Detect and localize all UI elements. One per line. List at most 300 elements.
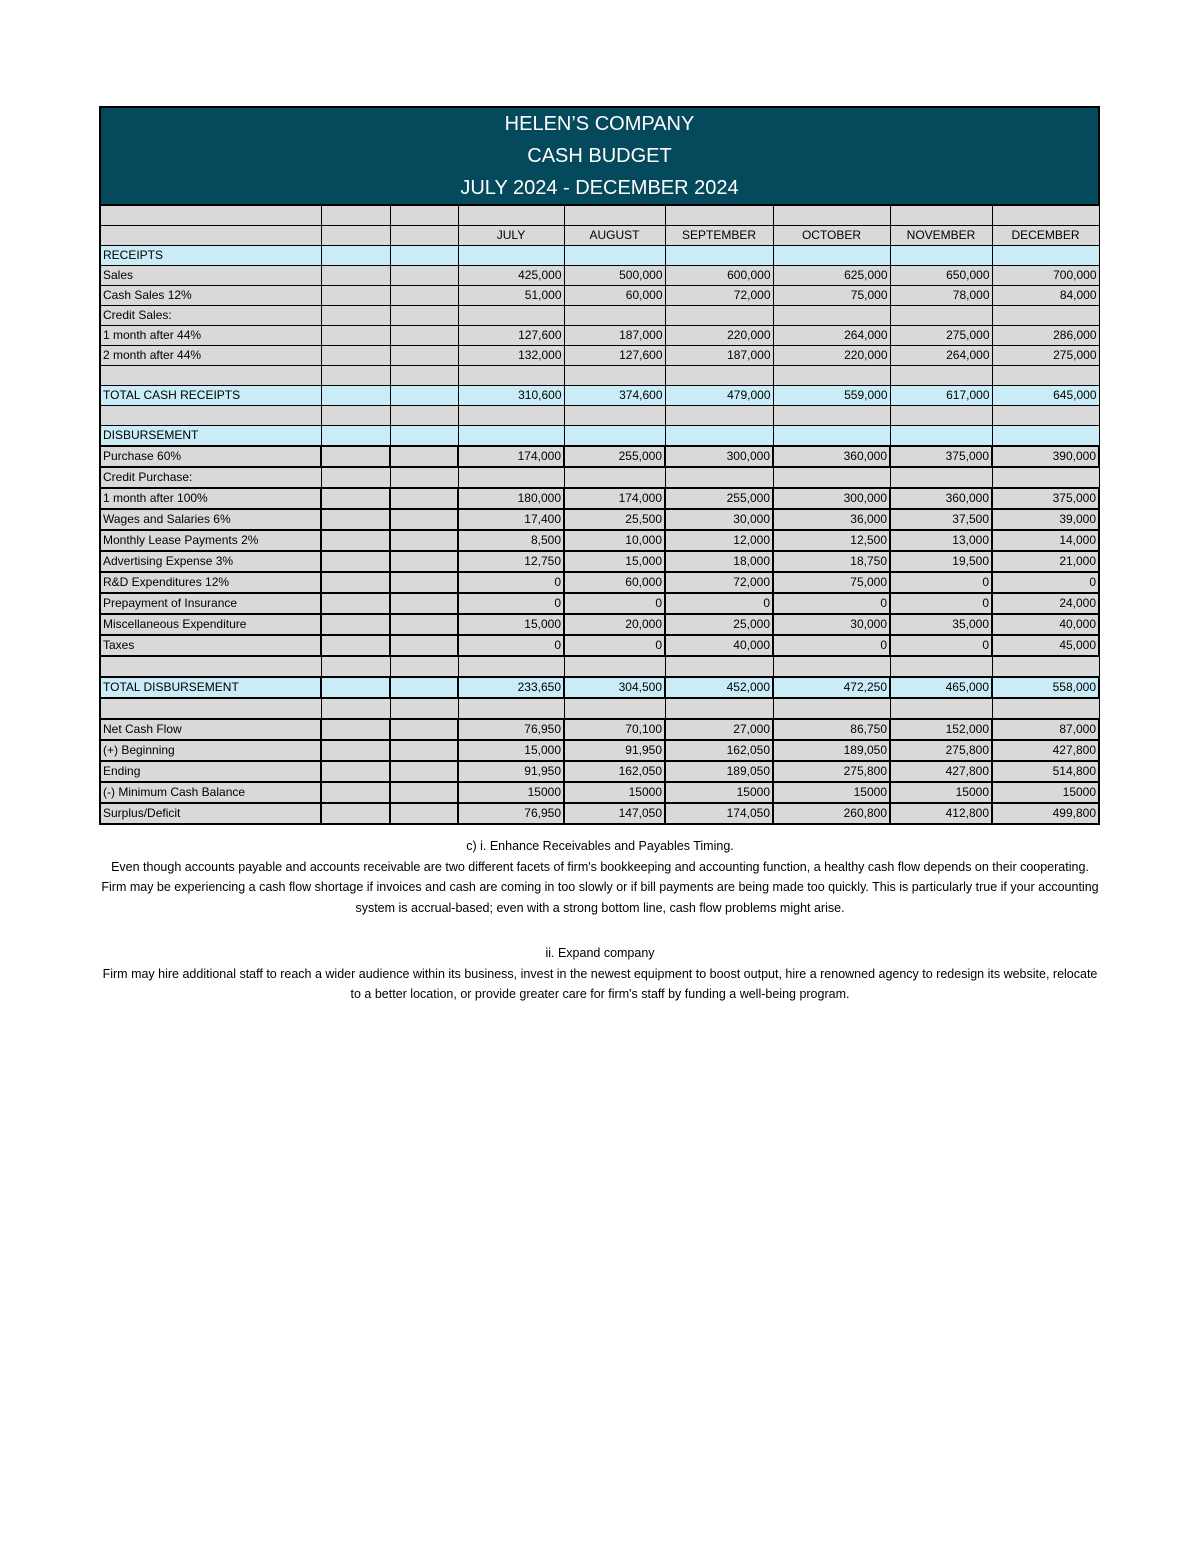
report-period: JULY 2024 - DECEMBER 2024	[460, 177, 739, 199]
note-spacer	[100, 918, 1100, 943]
empty-cell	[100, 226, 321, 246]
empty-cell	[390, 326, 458, 346]
table-row	[100, 266, 1099, 286]
value-cell: 25,500	[564, 509, 665, 530]
empty-cell	[890, 426, 992, 447]
empty-cell	[390, 677, 458, 698]
empty-cell	[321, 306, 390, 326]
value-cell: 233,650	[458, 677, 564, 698]
value-cell: 390,000	[992, 446, 1099, 467]
total-row	[100, 677, 1099, 698]
row-label: Miscellaneous Expenditure	[100, 614, 321, 635]
value-cell	[773, 467, 890, 488]
value-cell: 0	[890, 572, 992, 593]
empty-cell	[390, 386, 458, 406]
value-cell: 15000	[773, 782, 890, 803]
value-cell: 152,000	[890, 719, 992, 740]
empty-cell	[390, 446, 458, 467]
empty-cell	[390, 614, 458, 635]
empty-cell	[321, 698, 390, 719]
value-cell: 15000	[890, 782, 992, 803]
section-label: RECEIPTS	[100, 246, 321, 266]
value-cell: 650,000	[890, 266, 992, 286]
value-cell: 18,000	[665, 551, 773, 572]
empty-cell	[992, 366, 1099, 386]
value-cell: 174,050	[665, 803, 773, 824]
value-cell: 35,000	[890, 614, 992, 635]
empty-cell	[100, 656, 321, 677]
value-cell: 0	[890, 635, 992, 656]
value-cell: 0	[992, 572, 1099, 593]
value-cell: 91,950	[564, 740, 665, 761]
value-cell: 255,000	[665, 488, 773, 509]
value-cell: 0	[564, 635, 665, 656]
empty-cell	[321, 326, 390, 346]
value-cell: 162,050	[665, 740, 773, 761]
empty-cell	[992, 406, 1099, 426]
empty-cell	[321, 426, 390, 447]
value-cell: 162,050	[564, 761, 665, 782]
value-cell: 10,000	[564, 530, 665, 551]
empty-cell	[390, 761, 458, 782]
empty-cell	[321, 467, 390, 488]
empty-cell	[321, 530, 390, 551]
empty-cell	[321, 614, 390, 635]
empty-cell	[390, 205, 458, 226]
value-cell: 360,000	[890, 488, 992, 509]
month-header: OCTOBER	[773, 226, 890, 246]
value-cell: 479,000	[665, 386, 773, 406]
value-cell: 75,000	[773, 286, 890, 306]
value-cell: 15,000	[458, 740, 564, 761]
value-cell: 472,250	[773, 677, 890, 698]
value-cell: 174,000	[458, 446, 564, 467]
table-row	[100, 530, 1099, 551]
value-cell: 72,000	[665, 286, 773, 306]
empty-cell	[390, 593, 458, 614]
blank-row	[100, 656, 1099, 677]
empty-cell	[390, 719, 458, 740]
empty-cell	[665, 406, 773, 426]
value-cell	[890, 306, 992, 326]
note-paragraph-2: Firm may be experiencing a cash flow shortage if invoices and cash are coming in too slowly or if bill payments are being made too quickly. This is particularly true if your accounting system is accrual-based; even with a strong bottom line, cash flow problems might arise.	[101, 880, 1099, 915]
value-cell: 13,000	[890, 530, 992, 551]
value-cell: 286,000	[992, 326, 1099, 346]
value-cell: 558,000	[992, 677, 1099, 698]
empty-cell	[773, 656, 890, 677]
value-cell: 45,000	[992, 635, 1099, 656]
empty-cell	[321, 656, 390, 677]
value-cell: 40,000	[992, 614, 1099, 635]
value-cell: 15000	[564, 782, 665, 803]
empty-cell	[390, 426, 458, 447]
value-cell: 87,000	[992, 719, 1099, 740]
value-cell: 39,000	[992, 509, 1099, 530]
table-row	[100, 740, 1099, 761]
value-cell	[665, 467, 773, 488]
empty-cell	[390, 286, 458, 306]
value-cell: 425,000	[458, 266, 564, 286]
empty-cell	[321, 266, 390, 286]
empty-cell	[100, 406, 321, 426]
row-label: Taxes	[100, 635, 321, 656]
row-label: Sales	[100, 266, 321, 286]
value-cell: 19,500	[890, 551, 992, 572]
month-header: DECEMBER	[992, 226, 1099, 246]
row-label: 1 month after 44%	[100, 326, 321, 346]
value-cell: 15000	[992, 782, 1099, 803]
empty-cell	[390, 509, 458, 530]
value-cell: 275,800	[773, 761, 890, 782]
value-cell: 72,000	[665, 572, 773, 593]
empty-cell	[390, 551, 458, 572]
value-cell: 14,000	[992, 530, 1099, 551]
note-heading-receivables: c) i. Enhance Receivables and Payables Timing.	[466, 839, 734, 853]
value-cell: 255,000	[564, 446, 665, 467]
row-label: 2 month after 44%	[100, 346, 321, 366]
empty-cell	[665, 366, 773, 386]
empty-cell	[458, 366, 564, 386]
empty-cell	[321, 205, 390, 226]
empty-cell	[890, 406, 992, 426]
value-cell: 36,000	[773, 509, 890, 530]
row-label: TOTAL CASH RECEIPTS	[100, 386, 321, 406]
value-cell: 375,000	[890, 446, 992, 467]
value-cell: 300,000	[773, 488, 890, 509]
value-cell: 264,000	[773, 326, 890, 346]
empty-cell	[890, 246, 992, 266]
title-cell	[100, 107, 1099, 205]
table-row	[100, 306, 1099, 326]
empty-cell	[321, 366, 390, 386]
month-header: JULY	[458, 226, 564, 246]
empty-cell	[321, 509, 390, 530]
empty-cell	[321, 386, 390, 406]
table-row	[100, 803, 1099, 824]
table-row	[100, 551, 1099, 572]
empty-cell	[321, 551, 390, 572]
value-cell: 374,600	[564, 386, 665, 406]
empty-cell	[390, 266, 458, 286]
value-cell: 375,000	[992, 488, 1099, 509]
value-cell: 189,050	[665, 761, 773, 782]
value-cell: 30,000	[773, 614, 890, 635]
value-cell: 220,000	[665, 326, 773, 346]
empty-cell	[390, 635, 458, 656]
empty-cell	[321, 246, 390, 266]
value-cell: 8,500	[458, 530, 564, 551]
empty-cell	[321, 488, 390, 509]
value-cell: 127,600	[564, 346, 665, 366]
empty-cell	[890, 205, 992, 226]
value-cell: 275,000	[890, 326, 992, 346]
value-cell: 86,750	[773, 719, 890, 740]
value-cell: 20,000	[564, 614, 665, 635]
row-label: Cash Sales 12%	[100, 286, 321, 306]
value-cell: 12,000	[665, 530, 773, 551]
value-cell: 18,750	[773, 551, 890, 572]
empty-cell	[321, 346, 390, 366]
empty-cell	[564, 246, 665, 266]
value-cell: 75,000	[773, 572, 890, 593]
cash-budget-table	[99, 106, 1100, 825]
value-cell: 37,500	[890, 509, 992, 530]
empty-cell	[665, 698, 773, 719]
table-row	[100, 782, 1099, 803]
empty-cell	[564, 406, 665, 426]
value-cell: 264,000	[890, 346, 992, 366]
value-cell: 452,000	[665, 677, 773, 698]
empty-cell	[564, 698, 665, 719]
empty-cell	[564, 656, 665, 677]
empty-cell	[321, 761, 390, 782]
empty-cell	[100, 205, 321, 226]
empty-cell	[321, 719, 390, 740]
empty-cell	[321, 635, 390, 656]
empty-cell	[100, 366, 321, 386]
month-header: NOVEMBER	[890, 226, 992, 246]
row-label: R&D Expenditures 12%	[100, 572, 321, 593]
value-cell: 189,050	[773, 740, 890, 761]
blank-row	[100, 205, 1099, 226]
table-row	[100, 761, 1099, 782]
empty-cell	[773, 246, 890, 266]
value-cell: 25,000	[665, 614, 773, 635]
empty-cell	[890, 698, 992, 719]
note-paragraph-3: Firm may hire additional staff to reach a wider audience within its business, invest in the newest equipment to boost output, hire a renowned agency to redesign its website, relocate to a better location, or provide greater care for firm's staff by funding a well-being program.	[102, 966, 1098, 1001]
blank-row	[100, 406, 1099, 426]
table-row	[100, 614, 1099, 635]
empty-cell	[390, 366, 458, 386]
row-label: Ending	[100, 761, 321, 782]
empty-cell	[665, 205, 773, 226]
row-label: Net Cash Flow	[100, 719, 321, 740]
blank-row	[100, 698, 1099, 719]
value-cell: 559,000	[773, 386, 890, 406]
empty-cell	[321, 677, 390, 698]
table-row	[100, 446, 1099, 467]
empty-cell	[458, 246, 564, 266]
value-cell: 17,400	[458, 509, 564, 530]
empty-cell	[390, 346, 458, 366]
empty-cell	[321, 593, 390, 614]
value-cell: 0	[458, 635, 564, 656]
empty-cell	[321, 406, 390, 426]
empty-cell	[992, 656, 1099, 677]
row-label: 1 month after 100%	[100, 488, 321, 509]
empty-cell	[321, 782, 390, 803]
value-cell	[992, 467, 1099, 488]
row-label: Surplus/Deficit	[100, 803, 321, 824]
value-cell	[890, 467, 992, 488]
value-cell: 40,000	[665, 635, 773, 656]
value-cell: 187,000	[564, 326, 665, 346]
value-cell: 514,800	[992, 761, 1099, 782]
table-row	[100, 593, 1099, 614]
value-cell: 27,000	[665, 719, 773, 740]
notes-section	[100, 836, 1100, 1005]
empty-cell	[773, 426, 890, 447]
table-row	[100, 509, 1099, 530]
empty-cell	[992, 246, 1099, 266]
value-cell: 220,000	[773, 346, 890, 366]
value-cell	[773, 306, 890, 326]
value-cell: 180,000	[458, 488, 564, 509]
value-cell	[458, 306, 564, 326]
value-cell: 427,800	[992, 740, 1099, 761]
value-cell: 76,950	[458, 803, 564, 824]
value-cell: 617,000	[890, 386, 992, 406]
report-title: CASH BUDGET	[527, 145, 672, 167]
blank-row	[100, 366, 1099, 386]
value-cell: 412,800	[890, 803, 992, 824]
value-cell: 260,800	[773, 803, 890, 824]
empty-cell	[390, 803, 458, 824]
value-cell: 427,800	[890, 761, 992, 782]
table-row	[100, 488, 1099, 509]
value-cell: 187,000	[665, 346, 773, 366]
value-cell: 0	[773, 593, 890, 614]
empty-cell	[458, 205, 564, 226]
value-cell: 132,000	[458, 346, 564, 366]
empty-cell	[390, 406, 458, 426]
table-row	[100, 635, 1099, 656]
value-cell: 304,500	[564, 677, 665, 698]
value-cell: 78,000	[890, 286, 992, 306]
company-name: HELEN’S COMPANY	[504, 113, 695, 135]
row-label: Purchase 60%	[100, 446, 321, 467]
value-cell	[564, 306, 665, 326]
value-cell	[458, 467, 564, 488]
table-row	[100, 467, 1099, 488]
value-cell: 84,000	[992, 286, 1099, 306]
value-cell: 499,800	[992, 803, 1099, 824]
empty-cell	[390, 467, 458, 488]
total-row	[100, 386, 1099, 406]
empty-cell	[390, 226, 458, 246]
empty-cell	[773, 205, 890, 226]
empty-cell	[992, 426, 1099, 447]
value-cell: 15000	[665, 782, 773, 803]
row-label: Monthly Lease Payments 2%	[100, 530, 321, 551]
empty-cell	[321, 286, 390, 306]
empty-cell	[458, 426, 564, 447]
value-cell: 12,750	[458, 551, 564, 572]
value-cell: 76,950	[458, 719, 564, 740]
empty-cell	[390, 246, 458, 266]
value-cell: 21,000	[992, 551, 1099, 572]
row-label: Prepayment of Insurance	[100, 593, 321, 614]
value-cell: 15000	[458, 782, 564, 803]
value-cell: 51,000	[458, 286, 564, 306]
empty-cell	[458, 656, 564, 677]
title-banner	[100, 107, 1099, 205]
empty-cell	[564, 426, 665, 447]
value-cell: 0	[564, 593, 665, 614]
month-header-row	[100, 226, 1099, 246]
value-cell: 360,000	[773, 446, 890, 467]
value-cell: 500,000	[564, 266, 665, 286]
value-cell: 275,800	[890, 740, 992, 761]
row-label: (+) Beginning	[100, 740, 321, 761]
row-label: (-) Minimum Cash Balance	[100, 782, 321, 803]
value-cell: 0	[458, 572, 564, 593]
row-label: Wages and Salaries 6%	[100, 509, 321, 530]
empty-cell	[321, 226, 390, 246]
value-cell: 127,600	[458, 326, 564, 346]
empty-cell	[100, 698, 321, 719]
empty-cell	[564, 205, 665, 226]
empty-cell	[890, 366, 992, 386]
month-header: AUGUST	[564, 226, 665, 246]
value-cell: 625,000	[773, 266, 890, 286]
value-cell	[665, 306, 773, 326]
section-row	[100, 426, 1099, 447]
row-label: Credit Purchase:	[100, 467, 321, 488]
value-cell: 174,000	[564, 488, 665, 509]
row-label: TOTAL DISBURSEMENT	[100, 677, 321, 698]
value-cell: 60,000	[564, 572, 665, 593]
value-cell: 0	[773, 635, 890, 656]
row-label: Credit Sales:	[100, 306, 321, 326]
empty-cell	[665, 426, 773, 447]
value-cell: 0	[890, 593, 992, 614]
value-cell: 60,000	[564, 286, 665, 306]
empty-cell	[458, 406, 564, 426]
value-cell: 70,100	[564, 719, 665, 740]
table-row	[100, 572, 1099, 593]
value-cell: 15,000	[564, 551, 665, 572]
value-cell: 91,950	[458, 761, 564, 782]
empty-cell	[390, 698, 458, 719]
value-cell: 30,000	[665, 509, 773, 530]
value-cell: 645,000	[992, 386, 1099, 406]
empty-cell	[321, 572, 390, 593]
empty-cell	[665, 246, 773, 266]
empty-cell	[564, 366, 665, 386]
value-cell: 275,000	[992, 346, 1099, 366]
empty-cell	[321, 446, 390, 467]
month-header: SEPTEMBER	[665, 226, 773, 246]
empty-cell	[390, 306, 458, 326]
empty-cell	[773, 366, 890, 386]
value-cell	[992, 306, 1099, 326]
empty-cell	[390, 656, 458, 677]
empty-cell	[773, 698, 890, 719]
value-cell: 465,000	[890, 677, 992, 698]
value-cell: 15,000	[458, 614, 564, 635]
note-paragraph-1: Even though accounts payable and accounts receivable are two different facets of firm's bookkeeping and accounting function, a healthy cash flow depends on their cooperating.	[111, 859, 1089, 874]
section-row	[100, 246, 1099, 266]
empty-cell	[390, 488, 458, 509]
empty-cell	[458, 698, 564, 719]
table-row	[100, 719, 1099, 740]
value-cell: 310,600	[458, 386, 564, 406]
empty-cell	[890, 656, 992, 677]
empty-cell	[321, 740, 390, 761]
table-row	[100, 326, 1099, 346]
table-row	[100, 346, 1099, 366]
empty-cell	[773, 406, 890, 426]
value-cell: 12,500	[773, 530, 890, 551]
empty-cell	[390, 740, 458, 761]
value-cell: 24,000	[992, 593, 1099, 614]
empty-cell	[390, 530, 458, 551]
value-cell: 0	[458, 593, 564, 614]
empty-cell	[665, 656, 773, 677]
section-label: DISBURSEMENT	[100, 426, 321, 447]
value-cell: 600,000	[665, 266, 773, 286]
